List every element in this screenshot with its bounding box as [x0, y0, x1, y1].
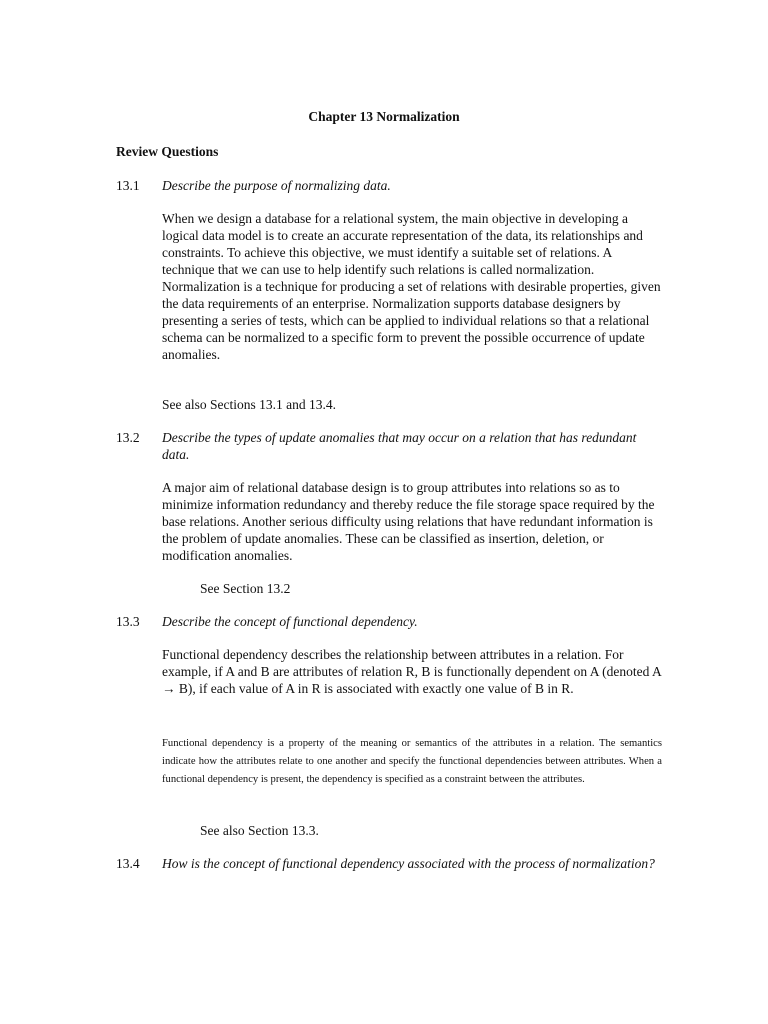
- question-text: Describe the concept of functional dependency.: [162, 614, 418, 629]
- question-number: 13.4: [116, 856, 140, 871]
- question-number: 13.1: [116, 178, 140, 193]
- answer-paragraph: When we design a database for a relational system, the main objective in developing a logical data model is to create an accurate representation of the data, its relationships and constraints. To achieve this objective, we must identify a suitable set of relations. A technique that we can use to help identify such relations is called normalization. Normalization is a technique for producing a set of relations with desirable properties, given the data requirements of an enterprise. Normalization supports database designers by presenting a series of tests, which can be applied to individual relations so that a relational schema can be normalized to a specific form to prevent the possible occurrence of update anomalies.: [162, 211, 661, 362]
- question-text: How is the concept of functional dependency associated with the process of normalization?: [162, 856, 655, 871]
- chapter-title: Chapter 13 Normalization: [308, 109, 460, 124]
- answer-detail-paragraph: Functional dependency is a property of the meaning or semantics of the attributes in a relation. The semantics indicate how the attributes relate to one another and specify the functional dependencies between attributes. When a functional dependency is present, the dependency is specified as a constraint between the attributes.: [162, 738, 662, 785]
- answer-paragraph: Functional dependency describes the relationship between attributes in a relation. For example, if A and B are attributes of relation R, B is functionally dependent on A (denoted A → B), if each value of A in R is associated with exactly one value of B in R.: [162, 647, 662, 696]
- question-text: Describe the types of update anomalies that may occur on a relation that has redundant data.: [162, 430, 637, 462]
- see-also-note: See also Section 13.3.: [200, 823, 319, 838]
- answer-paragraph: A major aim of relational database design is to group attributes into relations so as to minimize information redundancy and thereby reduce the file storage space required by the base relations. Another serious difficulty using relations that have redundant information is the problem of update anomalies. These can be classified as insertion, deletion, or modification anomalies.: [162, 480, 655, 563]
- question-number: 13.3: [116, 614, 140, 629]
- see-also-note: See also Sections 13.1 and 13.4.: [162, 397, 336, 412]
- see-also-note: See Section 13.2: [200, 581, 291, 596]
- question-number: 13.2: [116, 430, 140, 445]
- question-text: Describe the purpose of normalizing data.: [162, 178, 391, 193]
- section-heading: Review Questions: [116, 144, 219, 159]
